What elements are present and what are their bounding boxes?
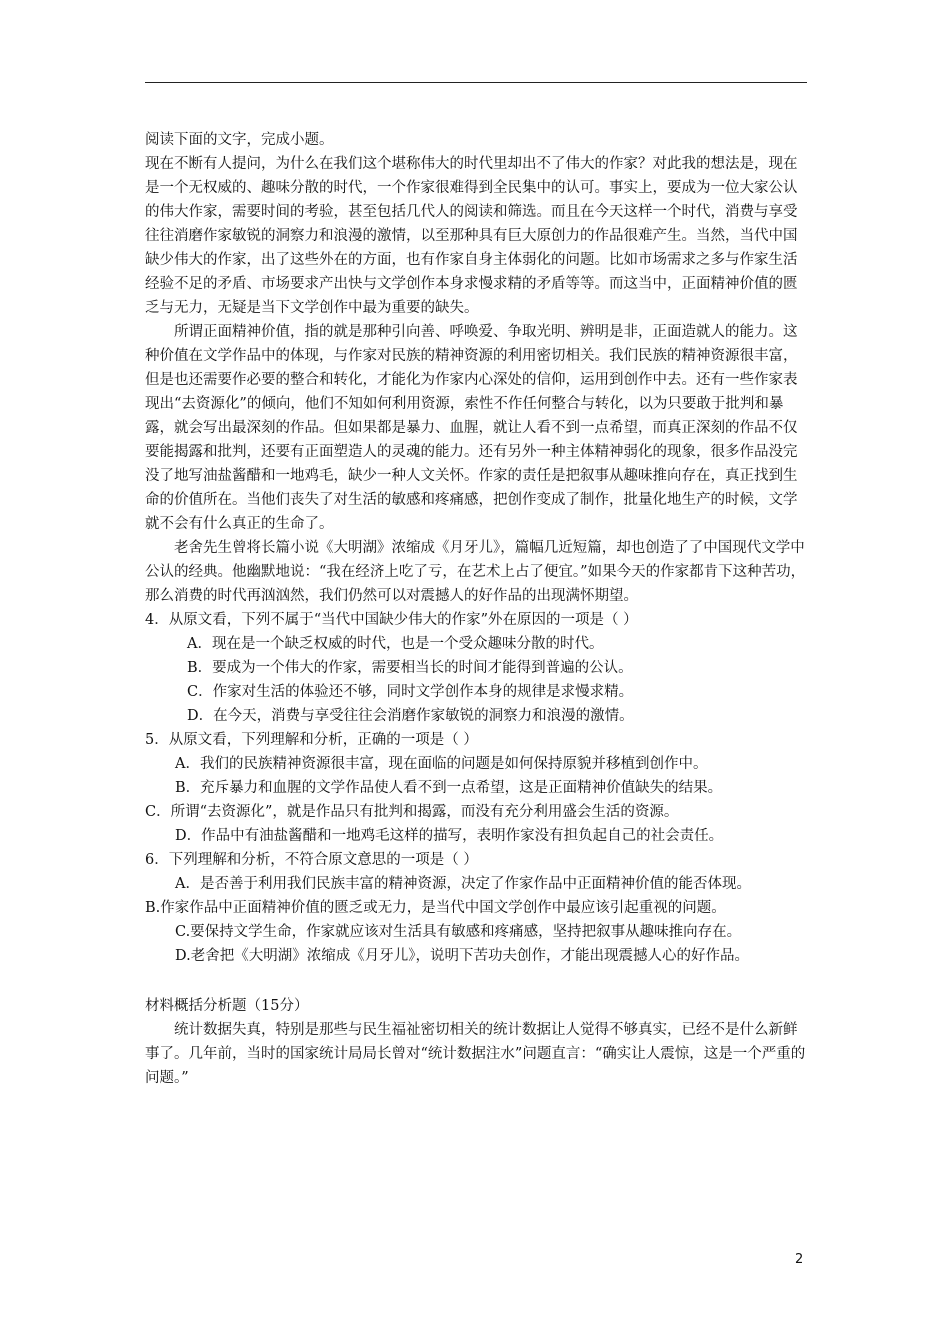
question-6-option-a: A．是否善于利用我们民族丰富的精神资源，决定了作家作品中正面精神价值的能否体现。: [175, 876, 751, 892]
section-2-text: 统计数据失真，特别是那些与民生福祉密切相关的统计数据让人觉得不够真实，已经不是什么新鲜事了。几年前，当时的国家统计局局长曾对“统计数据注水”问题直言：“确实让人震惊，这是一个严重的问题。”: [145, 1022, 806, 1086]
question-5-option-a: A．我们的民族精神资源很丰富，现在面临的问题是如何保持原貌并移植到创作中。: [175, 756, 708, 772]
section-2-heading: 材料概括分析题（15分）: [145, 998, 309, 1014]
passage-paragraph-2: 所谓正面精神价值，指的就是那种引向善、呼唤爱、争取光明、辨明是非，正面造就人的能力。这种价值在文学作品中的体现，与作家对民族的精神资源的利用密切相关。我们民族的精神资源很丰富，但是也还需要作必要的整合和转化，才能化为作家内心深处的信仰，运用到创作中去。还有一些作家表现出“去资源化”的倾向，他们不知如何利用资源，索性不作任何整合与转化，以为只要敢于批判和暴露，就会写出最深刻的作品。但如果都是暴力、血腥，就让人看不到一点希望，而真正深刻的作品不仅要能揭露和批判，还要有正面塑造人的灵魂的能力。还有另外一种主体精神弱化的现象，很多作品没完没了地写油盐酱醋和一地鸡毛，缺少一种人文关怀。作家的责任是把叙事从趣味推向存在，真正找到生命的价值所在。当他们丧失了对生活的敏感和疼痛感，把创作变成了制作，批量化地生产的时候，文学就不会有什么真正的生命了。: [145, 324, 798, 532]
question-4-stem: 4．从原文看，下列不属于“当代中国缺少伟大的作家”外在原因的一项是（ ）: [145, 612, 638, 628]
header-rule: [145, 82, 807, 83]
question-4-option-a: A．现在是一个缺乏权威的时代，也是一个受众趣味分散的时代。: [187, 636, 604, 652]
question-5-option-b: B．充斥暴力和血腥的文学作品使人看不到一点希望，这是正面精神价值缺失的结果。: [175, 780, 723, 796]
question-5-option-d: D．作品中有油盐酱醋和一地鸡毛这样的描写，表明作家没有担负起自己的社会责任。: [175, 828, 724, 844]
question-4-option-c: C．作家对生活的体验还不够，同时文学创作本身的规律是求慢求精。: [187, 684, 634, 700]
question-4-option-d: D．在今天，消费与享受往往会消磨作家敏锐的洞察力和浪漫的激情。: [187, 708, 634, 724]
question-5-option-c: C．所谓“去资源化”，就是作品只有批判和揭露，而没有充分利用盛会生活的资源。: [145, 804, 679, 820]
passage-paragraph-3: 老舍先生曾将长篇小说《大明湖》浓缩成《月牙儿》，篇幅几近短篇，却也创造了了中国现代文学中公认的经典。他幽默地说：“我在经济上吃了亏，在艺术上占了便宜。”如果今天的作家都肯下这种苦功，那么消费的时代再汹汹然，我们仍然可以对震撼人的好作品的出现满怀期望。: [145, 540, 806, 604]
page-number: 2: [795, 1252, 804, 1267]
question-6-option-c: C.要保持文学生命，作家就应该对生活具有敏感和疼痛感，坚持把叙事从趣味推向存在。: [175, 924, 742, 940]
question-6-stem: 6．下列理解和分析，不符合原文意思的一项是（ ）: [145, 852, 478, 868]
reading-intro: 阅读下面的文字，完成小题。: [145, 132, 334, 148]
question-6-option-b: B.作家作品中正面精神价值的匮乏或无力，是当代中国文学创作中最应该引起重视的问题。: [145, 900, 726, 916]
passage-paragraph-1: 现在不断有人提问，为什么在我们这个堪称伟大的时代里却出不了伟大的作家？对此我的想法是，现在是一个无权威的、趣味分散的时代，一个作家很难得到全民集中的认可。事实上，要成为一位大家公认的伟大作家，需要时间的考验，甚至包括几代人的阅读和筛选。而且在今天这样一个时代，消费与享受往往消磨作家敏锐的洞察力和浪漫的激情，以至那种具有巨大原创力的作品很难产生。当然，当代中国缺少伟大的作家，出了这些外在的方面，也有作家自身主体弱化的问题。比如市场需求之多与作家生活经验不足的矛盾、市场要求产出快与文学创作本身求慢求精的矛盾等等。而这当中，正面精神价值的匮乏与无力，无疑是当下文学创作中最为重要的缺失。: [145, 156, 798, 316]
question-5-stem: 5．从原文看，下列理解和分析，正确的一项是（ ）: [145, 732, 478, 748]
section-gap: [145, 968, 807, 994]
question-4-option-b: B．要成为一个伟大的作家，需要相当长的时间才能得到普遍的公认。: [187, 660, 633, 676]
page-content: [145, 128, 807, 1090]
question-6-option-d: D.老舍把《大明湖》浓缩成《月牙儿》，说明下苦功夫创作，才能出现震撼人心的好作品。: [175, 948, 749, 964]
